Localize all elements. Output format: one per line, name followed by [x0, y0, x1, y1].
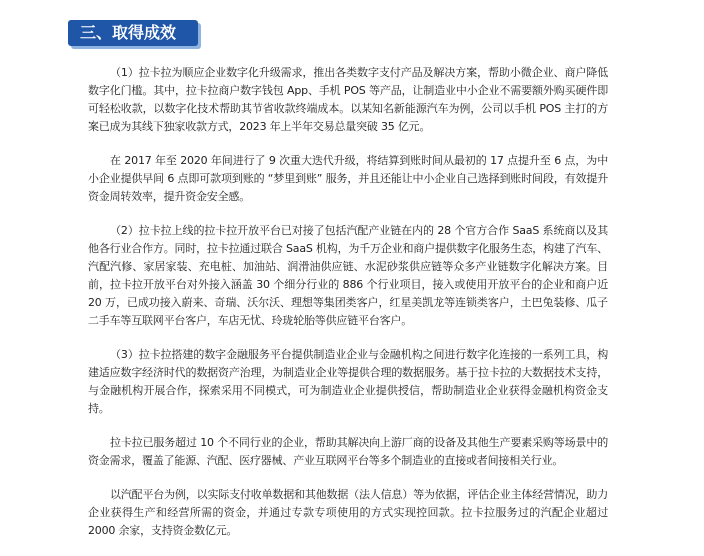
section-header	[68, 20, 198, 46]
paragraph-2: 在 2017 年至 2020 年间进行了 9 次重大迭代升级，将结算到账时间从最初的 17 点提升至 6 点，为中小企业提供早间 6 点即可款项到账的 “梦里到账” 服务，并且还能让中小企业自己选择到账时间段，有效提升资金周转效率，提升资金安全感。	[88, 154, 608, 203]
paragraph-1: （1）拉卡拉为顺应企业数字化升级需求，推出各类数字支付产品及解决方案，帮助小微企业、商户降低数字化门槛。其中，拉卡拉商户数字钱包 App、手机 POS 等产品，让制造业中小企业不需要额外购买硬件即可轻松收款，以数字化技术帮助其节省收款终端成本。以某知名新能源汽车为例，公司以手机 POS 主打的方案已成为其线下独家收款方式，2023 年上半年交易总量突破 35 亿元。	[88, 66, 608, 133]
section-title: 三、取得成效	[80, 23, 177, 42]
document-body	[88, 64, 608, 556]
paragraph-4: （3）拉卡拉搭建的数字金融服务平台提供制造业企业与金融机构之间进行数字化连接的一系列工具，构建适应数字经济时代的数据资产治理，为制造业企业等提供合理的数据服务。基于拉卡拉的大数据技术支持，与金融机构开展合作，探索采用不同模式，可为制造业企业提供授信，帮助制造业企业获得金融机构资金支持。	[88, 348, 608, 415]
paragraph-6: 以汽配平台为例，以实际支付收单数据和其他数据（法人信息）等为依据，评估企业主体经营情况，助力企业获得生产和经营所需的资金，并通过专款专项使用的方式实现控回款。拉卡拉服务过的汽配企业超过 2000 余家，支持资金数亿元。	[88, 488, 608, 537]
paragraph-3: （2）拉卡拉上线的拉卡拉开放平台已对接了包括汽配产业链在内的 28 个官方合作 SaaS 系统商以及其他各行业合作方。同时，拉卡拉通过联合 SaaS 机构，为千万企业和商户提供数字化服务生态，构建了汽车、汽配汽修、家居家装、充电桩、加油站、润滑油供应链、水泥砂浆供应链等众多产业链数字化解决方案。目前，拉卡拉开放平台对外接入涵盖 30 个细分行业的 886 个行业项目，接入或使用开放平台的企业和商户近 20 万，已成功接入蔚来、奇瑞、沃尔沃、理想等集团类客户，红星美凯龙等连锁类客户，土巴兔装修、瓜子二手车等互联网平台客户，车店无忧、玲珑轮胎等供应链平台客户。	[88, 224, 608, 327]
paragraph-5: 拉卡拉已服务超过 10 个不同行业的企业，帮助其解决向上游厂商的设备及其他生产要素采购等场景中的资金需求，覆盖了能源、汽配、医疗器械、产业互联网平台等多个制造业的直接或者间接相关行业。	[88, 436, 608, 467]
